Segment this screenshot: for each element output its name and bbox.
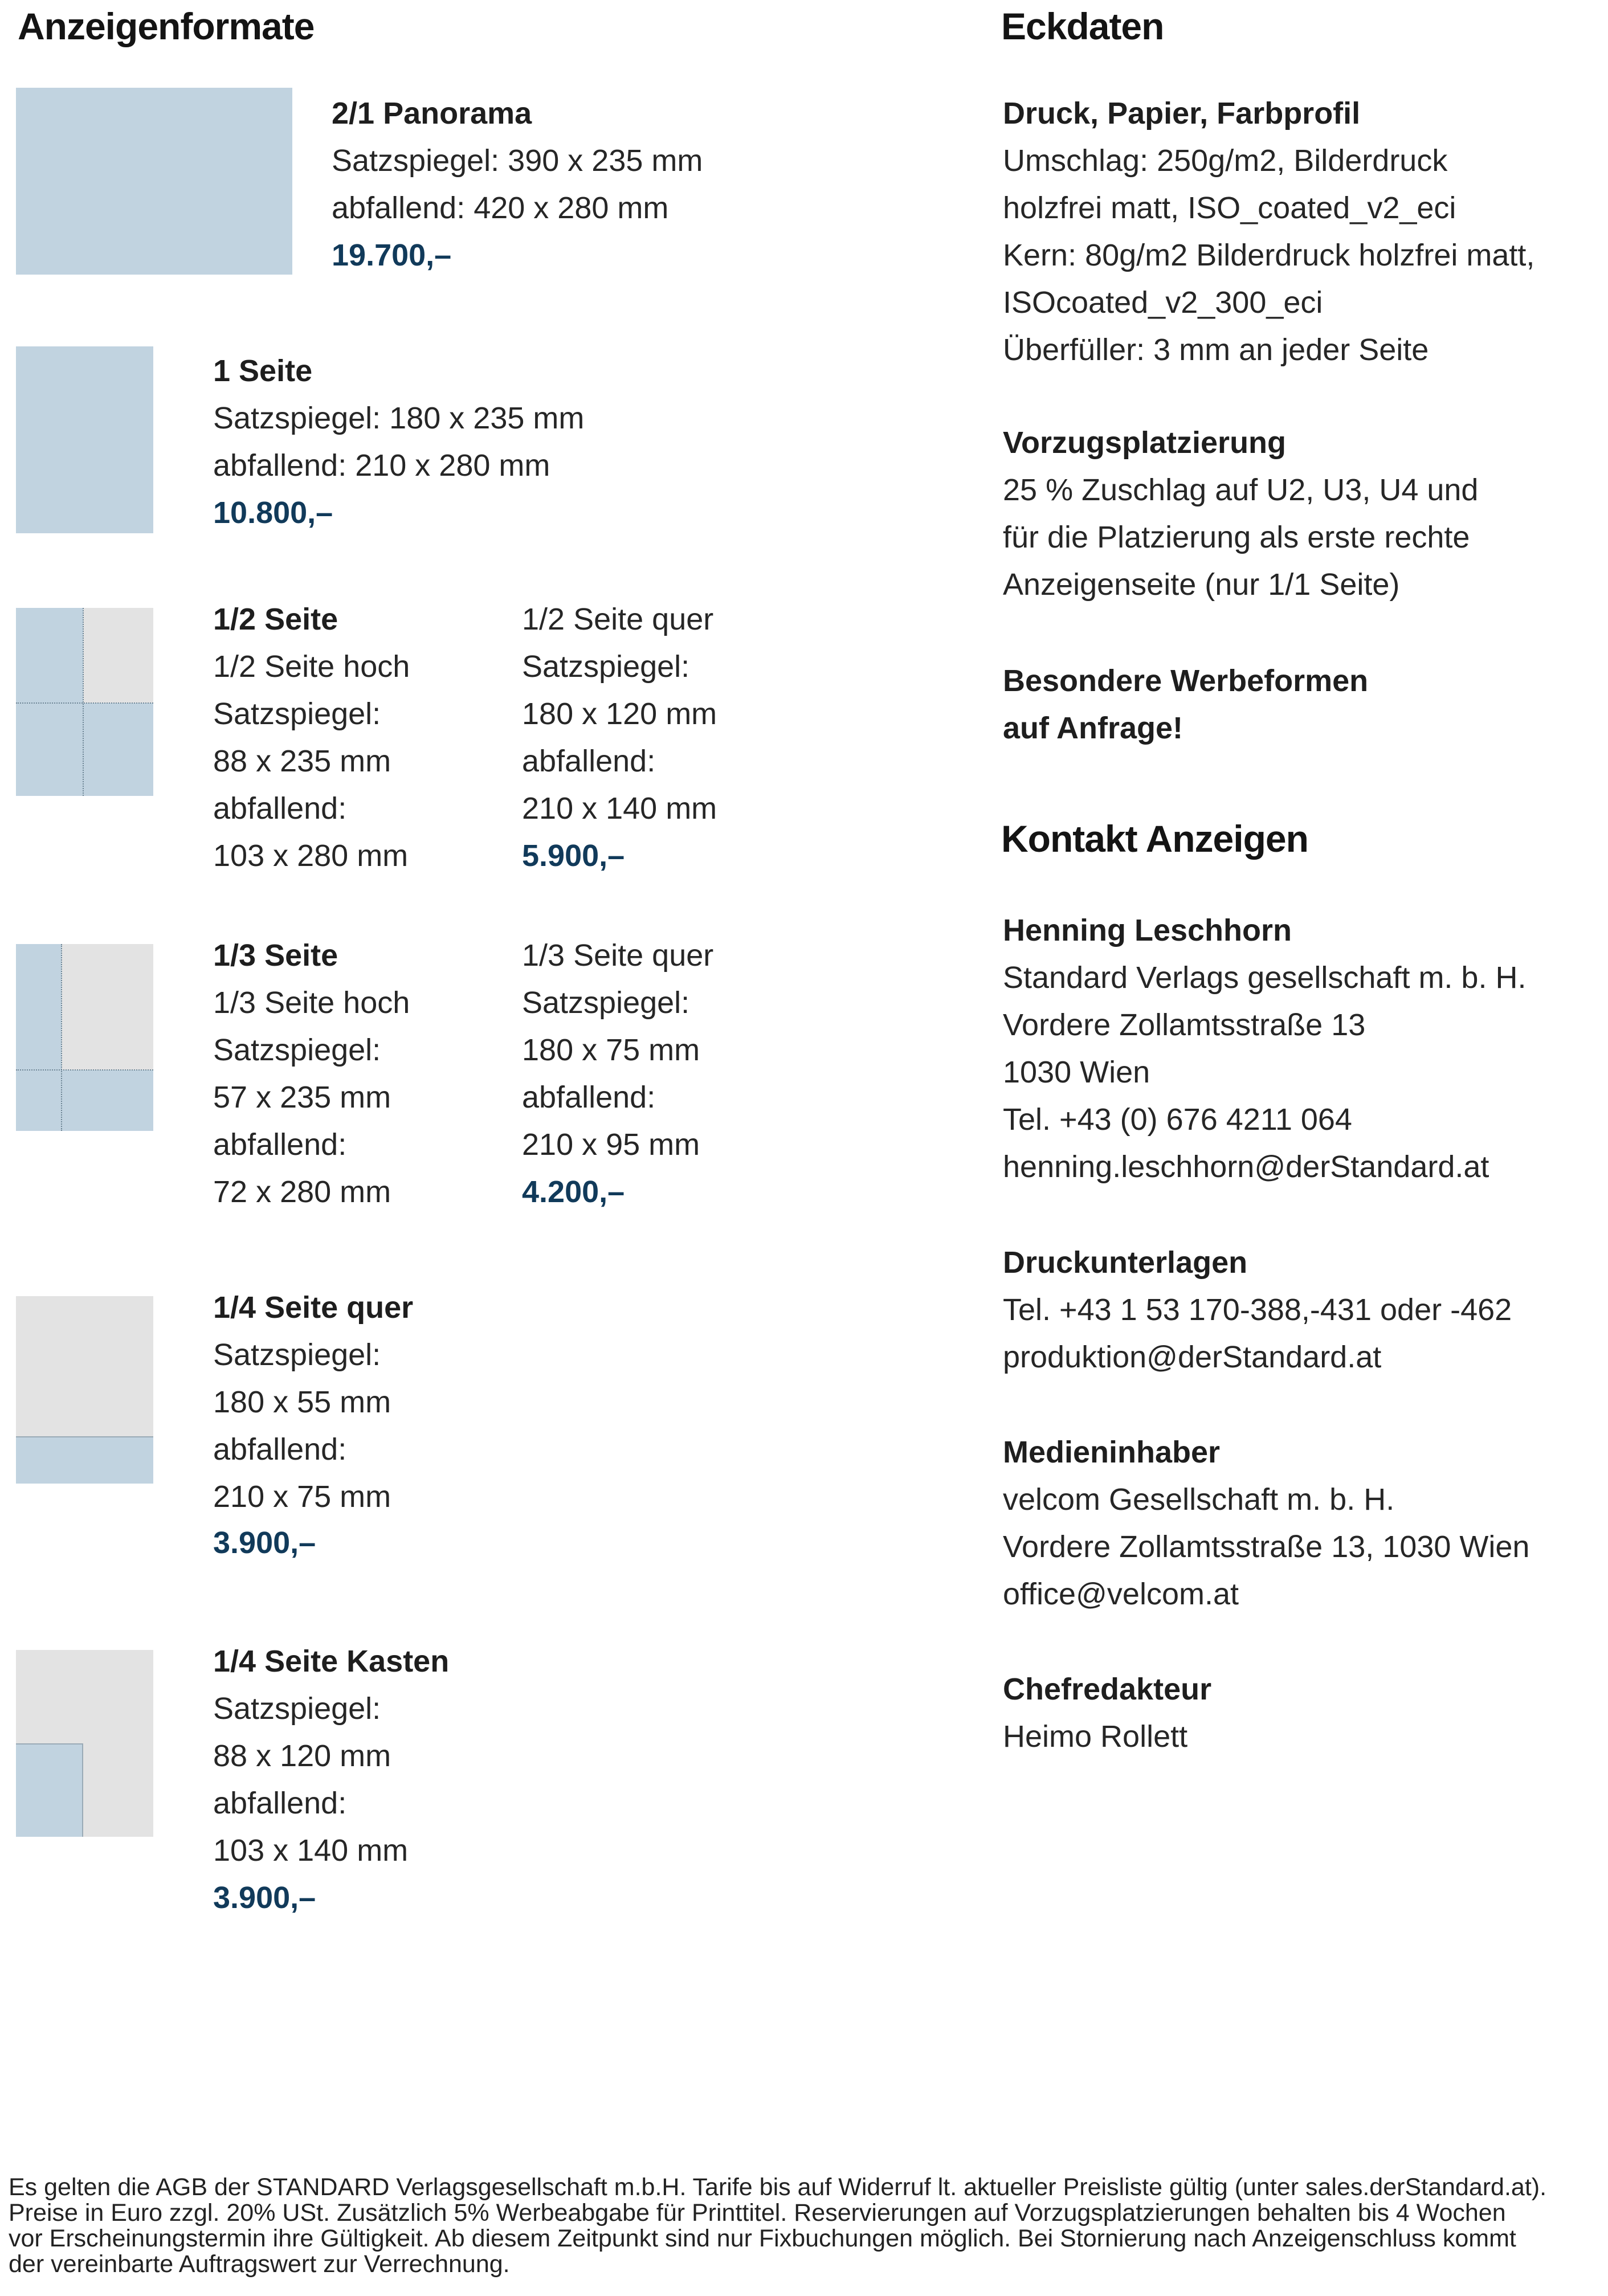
format-quarter-landscape-title: 1/4 Seite quer (213, 1290, 414, 1325)
thumbnail-half-page (16, 608, 153, 796)
key-data-print-line: Kern: 80g/m2 Bilderdruck holzfrei matt, (1003, 238, 1535, 272)
key-data-special-formats-line: Besondere Werbeformen (1003, 664, 1369, 698)
thumbnail-full-page (16, 346, 153, 533)
format-third-page-price: 4.200,– (522, 1175, 625, 1209)
contact-ads-city: 1030 Wien (1003, 1055, 1150, 1089)
key-data-special-formats-line: auf Anfrage! (1003, 711, 1183, 745)
thumbnail-half-page-free-area (83, 608, 153, 703)
format-quarter-box-bleed: 103 x 140 mm (213, 1833, 409, 1868)
format-third-page-landscape-type-area: 180 x 75 mm (522, 1033, 700, 1067)
format-half-page-portrait-label: 1/2 Seite hoch (213, 649, 410, 684)
format-full-page (213, 348, 584, 537)
contact-ads-company: Standard Verlags gesellschaft m. b. H. (1003, 961, 1527, 995)
format-third-page-portrait-bleed: 72 x 280 mm (213, 1175, 391, 1209)
format-half-page-landscape-label: 1/2 Seite quer (522, 602, 714, 636)
thumbnail-half-page-horizontal-guide (16, 702, 153, 704)
contact-print-materials-phone: Tel. +43 1 53 170-388,-431 oder -462 (1003, 1293, 1512, 1327)
format-quarter-landscape-type-area-label: Satzspiegel: (213, 1338, 381, 1372)
format-quarter-box-price: 3.900,– (213, 1881, 316, 1915)
contact-owner-company: velcom Gesellschaft m. b. H. (1003, 1482, 1395, 1517)
format-third-page-title: 1/3 Seite (213, 938, 338, 973)
thumbnail-third-page-vertical-guide (61, 944, 62, 1131)
format-half-page-landscape-bleed: 210 x 140 mm (522, 791, 717, 826)
format-half-page-landscape-type-area: 180 x 120 mm (522, 697, 717, 731)
format-half-page-portrait-bleed: 103 x 280 mm (213, 839, 409, 873)
format-third-page-landscape-label: 1/3 Seite quer (522, 938, 714, 973)
key-data-special-formats (1003, 657, 1368, 752)
contact-editor (1003, 1666, 1211, 1760)
key-data-preferred-placement-line: 25 % Zuschlag auf U2, U3, U4 und (1003, 473, 1479, 507)
key-data-print-line: ISOcoated_v2_300_eci (1003, 285, 1323, 320)
contact-owner (1003, 1429, 1529, 1618)
footer-line: Es gelten die AGB der STANDARD Verlagsgesellschaft m.b.H. Tarife bis auf Widerruf lt. aktueller Preisliste gültig (unter sales.derStandard.at). (9, 2174, 1547, 2201)
contact-heading: Kontakt Anzeigen (1001, 818, 1308, 860)
formats-heading: Anzeigenformate (18, 5, 315, 47)
format-full-page-price: 10.800,– (213, 496, 333, 530)
key-data-preferred-placement-title: Vorzugsplatzierung (1003, 426, 1287, 460)
thumbnail-quarter-landscape-ad-area (16, 1436, 153, 1484)
format-third-page-portrait-label: 1/3 Seite hoch (213, 986, 410, 1020)
thumbnail-quarter-box (16, 1650, 153, 1837)
thumbnail-third-page (16, 944, 153, 1131)
format-full-page-type-area: Satzspiegel: 180 x 235 mm (213, 401, 585, 435)
footer-line: der vereinbarte Auftragswert zur Verrechnung. (9, 2250, 510, 2278)
format-third-page-portrait-bleed-label: abfallend: (213, 1127, 347, 1162)
format-quarter-box-title: 1/4 Seite Kasten (213, 1644, 450, 1678)
format-quarter-box (213, 1638, 449, 1922)
format-full-page-title: 1 Seite (213, 354, 313, 388)
contact-ads (1003, 907, 1526, 1191)
format-half-page-portrait-bleed-label: abfallend: (213, 791, 347, 826)
contact-print-materials (1003, 1239, 1512, 1381)
format-half-page-title: 1/2 Seite (213, 602, 338, 636)
format-quarter-box-bleed-label: abfallend: (213, 1786, 347, 1820)
contact-ads-name: Henning Leschhorn (1003, 913, 1292, 947)
format-third-page-landscape-bleed-label: abfallend: (522, 1080, 656, 1114)
format-quarter-landscape (213, 1284, 413, 1565)
format-half-page-landscape (522, 596, 717, 880)
contact-editor-title: Chefredakteur (1003, 1672, 1212, 1706)
format-panorama-price: 19.700,– (332, 238, 452, 272)
format-half-page-portrait-type-area: 88 x 235 mm (213, 744, 391, 778)
contact-ads-email: henning.leschhorn@derStandard.at (1003, 1150, 1489, 1184)
format-panorama-type-area: Satzspiegel: 390 x 235 mm (332, 144, 703, 178)
contact-print-materials-title: Druckunterlagen (1003, 1245, 1248, 1280)
key-data-preferred-placement-line: Anzeigenseite (nur 1/1 Seite) (1003, 567, 1400, 602)
key-data-print-line: holzfrei matt, ISO_coated_v2_eci (1003, 191, 1456, 225)
thumbnail-panorama (16, 88, 292, 275)
format-third-page-portrait-type-area-label: Satzspiegel: (213, 1033, 381, 1067)
key-data-print-line: Umschlag: 250g/m2, Bilderdruck (1003, 144, 1448, 178)
contact-owner-title: Medieninhaber (1003, 1435, 1221, 1469)
thumbnail-third-page-free-area (62, 944, 153, 1070)
format-quarter-box-type-area-label: Satzspiegel: (213, 1692, 381, 1726)
footer-line: vor Erscheinungstermin ihre Gültigkeit. Ab diesem Zeitpunkt sind nur Fixbuchungen möglich. Bei Stornierung nach Anzeigenschluss kommt (9, 2225, 1516, 2252)
thumbnail-quarter-landscape (16, 1296, 153, 1484)
format-quarter-landscape-price: 3.900,– (213, 1526, 316, 1560)
key-data-heading: Eckdaten (1001, 5, 1164, 47)
format-full-page-bleed: abfallend: 210 x 280 mm (213, 448, 550, 483)
format-half-page-price: 5.900,– (522, 839, 625, 873)
format-third-page-portrait-type-area: 57 x 235 mm (213, 1080, 391, 1114)
format-half-page-landscape-type-area-label: Satzspiegel: (522, 649, 690, 684)
key-data-preferred-placement-line: für die Platzierung als erste rechte (1003, 520, 1470, 554)
format-quarter-landscape-bleed-label: abfallend: (213, 1432, 347, 1466)
thumbnail-half-page-vertical-guide (83, 608, 84, 796)
format-third-page-portrait (213, 932, 410, 1216)
footer-line: Preise in Euro zzgl. 20% USt. Zusätzlich 5% Werbeabgabe für Printtitel. Reservierungen auf Vorzugsplatzierungen behalten bis 4 Wochen (9, 2199, 1506, 2226)
key-data-print (1003, 90, 1534, 374)
thumbnail-quarter-box-ad-area (16, 1743, 83, 1837)
format-third-page-landscape-bleed: 210 x 95 mm (522, 1127, 700, 1162)
key-data-print-title: Druck, Papier, Farbprofil (1003, 96, 1361, 130)
contact-ads-phone: Tel. +43 (0) 676 4211 064 (1003, 1102, 1352, 1137)
contact-owner-email: office@velcom.at (1003, 1577, 1239, 1611)
format-half-page-landscape-bleed-label: abfallend: (522, 744, 656, 778)
contact-print-materials-email: produktion@derStandard.at (1003, 1340, 1382, 1374)
contact-owner-address: Vordere Zollamtsstraße 13, 1030 Wien (1003, 1530, 1530, 1564)
format-quarter-landscape-type-area: 180 x 55 mm (213, 1385, 391, 1419)
format-half-page-portrait-type-area-label: Satzspiegel: (213, 697, 381, 731)
format-third-page-landscape-type-area-label: Satzspiegel: (522, 986, 690, 1020)
key-data-preferred-placement (1003, 419, 1478, 608)
format-panorama (332, 90, 703, 279)
format-half-page-portrait (213, 596, 410, 880)
format-panorama-title: 2/1 Panorama (332, 96, 532, 130)
thumbnail-third-page-horizontal-guide (16, 1069, 153, 1071)
format-quarter-landscape-bleed: 210 x 75 mm (213, 1480, 391, 1514)
format-quarter-box-type-area: 88 x 120 mm (213, 1739, 391, 1773)
key-data-print-line: Überfüller: 3 mm an jeder Seite (1003, 333, 1429, 367)
format-panorama-bleed: abfallend: 420 x 280 mm (332, 191, 669, 225)
contact-editor-name: Heimo Rollett (1003, 1719, 1188, 1754)
footer-terms (9, 2175, 1546, 2277)
contact-ads-street: Vordere Zollamtsstraße 13 (1003, 1008, 1366, 1042)
format-third-page-landscape (522, 932, 713, 1216)
